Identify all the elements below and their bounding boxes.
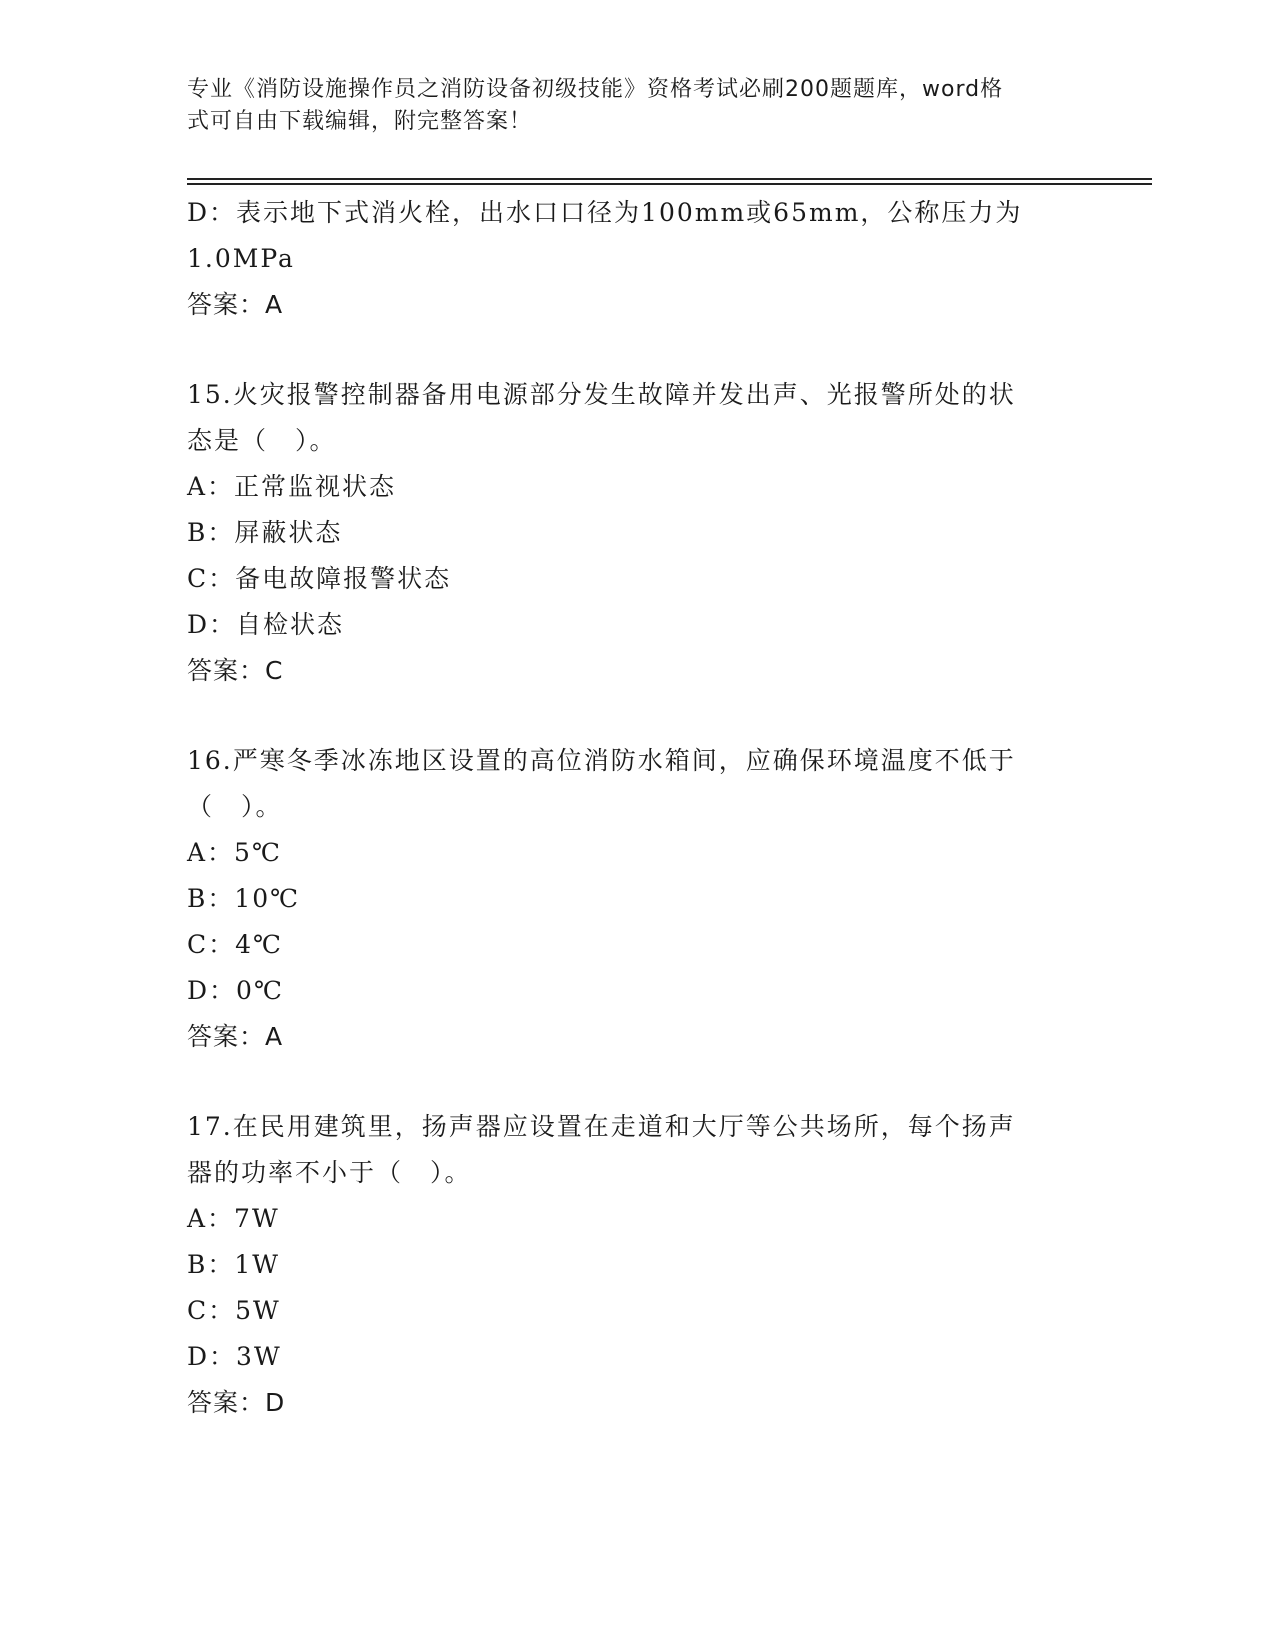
question-stem: 17.在民用建筑里，扬声器应设置在走道和大厅等公共场所，每个扬声 (187, 1112, 1016, 1141)
header-divider-bottom (187, 183, 1152, 185)
question-15 (187, 372, 1087, 694)
option-c: C：5W (187, 1296, 281, 1325)
document-header (187, 74, 1067, 138)
answer-line: 答案：D (187, 1388, 286, 1417)
option-c: C：4℃ (187, 930, 284, 959)
option-d: D：3W (187, 1342, 282, 1371)
header-line-1: 专业《消防设施操作员之消防设备初级技能》资格考试必刷200题题库，word格 (187, 77, 1004, 102)
option-d: D：自检状态 (187, 610, 345, 639)
option-a: A：7W (187, 1204, 280, 1233)
question-stem-continued: 器的功率不小于（ ）。 (187, 1158, 472, 1187)
option-a: A：正常监视状态 (187, 472, 397, 501)
option-c: C：备电故障报警状态 (187, 564, 452, 593)
answer-line: 答案：C (187, 656, 284, 685)
question-stem-continued: （ ）。 (187, 792, 283, 821)
option-d: D：表示地下式消火栓，出水口口径为100mm或65mm，公称压力为 (187, 198, 1023, 227)
answer-line: 答案：A (187, 1022, 284, 1051)
question-17 (187, 1104, 1087, 1426)
previous-question-tail (187, 190, 1087, 328)
question-stem-continued: 态是（ ）。 (187, 426, 337, 455)
option-a: A：5℃ (187, 838, 282, 867)
option-d-continued: 1.0MPa (187, 244, 295, 273)
option-b: B：1W (187, 1250, 280, 1279)
header-line-2: 式可自由下载编辑，附完整答案！ (187, 109, 533, 134)
header-divider-top (187, 178, 1152, 180)
question-list (187, 190, 1087, 1426)
question-16 (187, 738, 1087, 1060)
question-stem: 16.严寒冬季冰冻地区设置的高位消防水箱间，应确保环境温度不低于 (187, 746, 1016, 775)
option-b: B：屏蔽状态 (187, 518, 343, 547)
option-d: D：0℃ (187, 976, 284, 1005)
option-b: B：10℃ (187, 884, 301, 913)
question-stem: 15.火灾报警控制器备用电源部分发生故障并发出声、光报警所处的状 (187, 380, 1016, 409)
answer-line: 答案：A (187, 290, 284, 319)
